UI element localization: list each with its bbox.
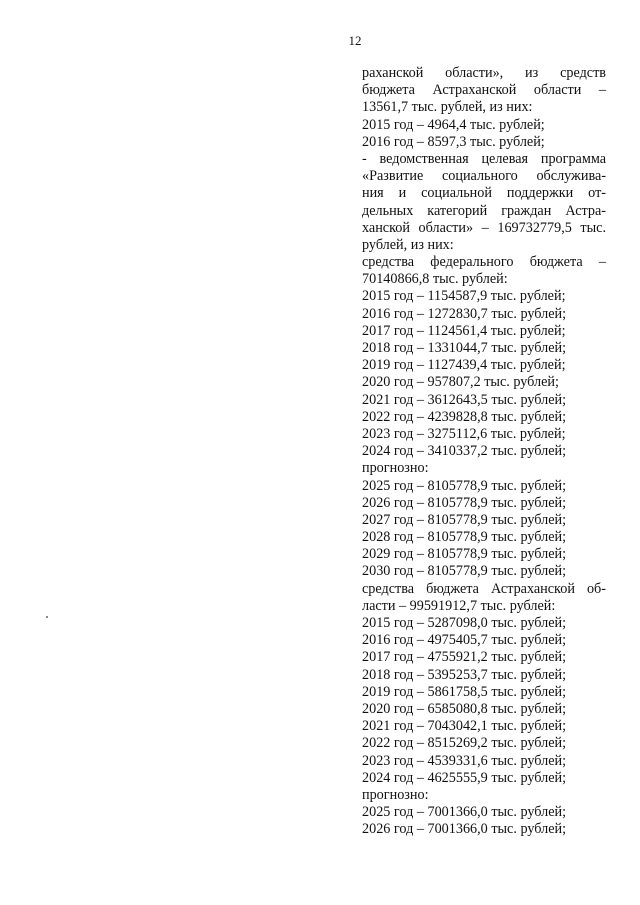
text-line: 2028 год – 8105778,9 тыс. рублей;	[362, 529, 567, 546]
text-line: 2027 год – 8105778,9 тыс. рублей;	[362, 511, 567, 528]
text-line: 2017 год – 1124561,4 тыс. рублей;	[362, 322, 566, 339]
text-line: 2026 год – 8105778,9 тыс. рублей;	[362, 494, 567, 511]
page-number: 12	[348, 33, 362, 48]
text-line: дельных категорий граждан Астра-	[362, 202, 606, 219]
text-line: прогнозно:	[362, 460, 429, 477]
text-line: 2015 год – 4964,4 тыс. рублей;	[362, 116, 545, 133]
text-line: 2024 год – 3410337,2 тыс. рублей;	[362, 443, 567, 460]
text-line: 2022 год – 4239828,8 тыс. рублей;	[362, 408, 567, 425]
text-line: 2021 год – 3612643,5 тыс. рублей;	[362, 391, 567, 408]
text-line: «Развитие социального обслужива-	[362, 168, 606, 185]
text-line: 70140866,8 тыс. рублей:	[362, 271, 508, 288]
text-line: 2029 год – 8105778,9 тыс. рублей;	[362, 546, 567, 563]
text-line: ния и социальной поддержки от-	[362, 185, 606, 202]
text-line: средства федерального бюджета –	[362, 254, 606, 271]
text-line: раханской области», из средств	[362, 65, 606, 81]
text-line: бюджета Астраханской области –	[362, 82, 606, 99]
text-line: 2024 год – 4625555,9 тыс. рублей;	[362, 769, 567, 786]
text-line: 2021 год – 7043042,1 тыс. рублей;	[362, 718, 567, 735]
text-line: 2018 год – 1331044,7 тыс. рублей;	[362, 340, 567, 356]
text-line: 2015 год – 5287098,0 тыс. рублей;	[362, 615, 567, 631]
text-line: 2025 год – 8105778,9 тыс. рублей;	[362, 477, 567, 494]
text-line: 2020 год – 6585080,8 тыс. рублей;	[362, 700, 567, 717]
text-line: 2020 год – 957807,2 тыс. рублей;	[362, 374, 559, 391]
text-line: 13561,7 тыс. рублей, из них:	[362, 99, 533, 116]
text-line: 2016 год – 1272830,7 тыс. рублей;	[362, 305, 567, 322]
text-line: 2019 год – 5861758,5 тыс. рублей;	[362, 683, 567, 700]
text-line: 2016 год – 4975405,7 тыс. рублей;	[362, 632, 567, 649]
text-line: 2025 год – 7001366,0 тыс. рублей;	[362, 804, 567, 821]
text-line: 2023 год – 3275112,6 тыс. рублей;	[362, 425, 566, 442]
text-line: средства бюджета Астраханской об-	[362, 580, 606, 597]
text-line: прогнозно:	[362, 786, 429, 803]
text-line: 2030 год – 8105778,9 тыс. рублей;	[362, 563, 567, 580]
text-line: ханской области» – 169732779,5 тыс.	[362, 219, 606, 236]
text-line: 2019 год – 1127439,4 тыс. рублей;	[362, 357, 566, 374]
text-line: 2026 год – 7001366,0 тыс. рублей;	[362, 821, 567, 838]
text-line: 2023 год – 4539331,6 тыс. рублей;	[362, 752, 567, 769]
text-line: ласти – 99591912,7 тыс. рублей:	[362, 597, 556, 614]
text-line: - ведомственная целевая программа	[362, 150, 606, 167]
text-line: 2016 год – 8597,3 тыс. рублей;	[362, 133, 545, 150]
text-line: 2018 год – 5395253,7 тыс. рублей;	[362, 666, 567, 683]
text-column	[362, 65, 606, 838]
text-line: 2017 год – 4755921,2 тыс. рублей;	[362, 649, 567, 666]
scan-speck	[46, 616, 48, 618]
text-line: 2015 год – 1154587,9 тыс. рублей;	[362, 288, 566, 305]
text-line: 2022 год – 8515269,2 тыс. рублей;	[362, 735, 567, 752]
text-line: рублей, из них:	[362, 236, 454, 253]
